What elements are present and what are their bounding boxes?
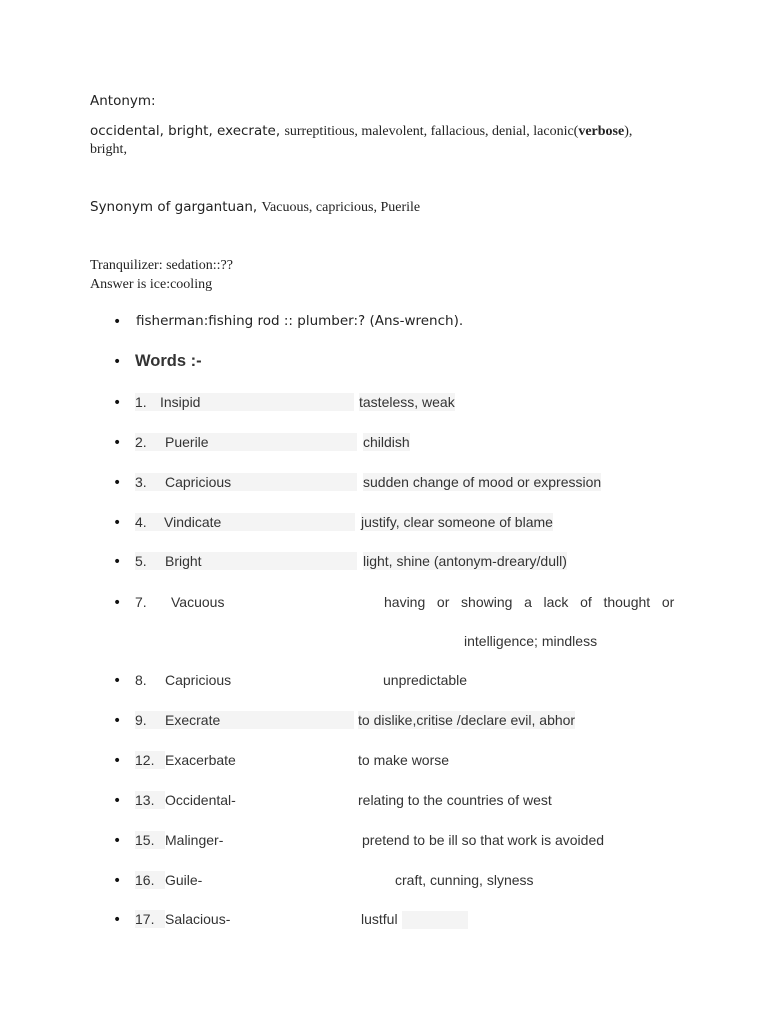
- word-meaning: relating to the countries of west: [358, 792, 552, 808]
- word-term: [135, 751, 236, 769]
- word-name: Capricious: [165, 672, 232, 688]
- word-meaning-continued: intelligence; mindless: [464, 633, 598, 649]
- word-number: 16.: [135, 871, 165, 889]
- word-term: [135, 393, 354, 411]
- word-name: Puerile: [165, 434, 209, 450]
- word-number: 8.: [135, 672, 147, 688]
- word-name: Vacuous: [171, 594, 225, 610]
- word-term: [135, 593, 224, 611]
- highlight-block: [402, 911, 468, 929]
- word-meaning: to dislike,critise /declare evil, abhor: [358, 712, 576, 728]
- antonym-list-line1: [90, 123, 632, 140]
- antonym-list-sans: occidental, bright, execrate,: [90, 123, 285, 139]
- antonym-list-end: ),: [624, 124, 633, 139]
- word-name: Insipid: [160, 394, 201, 410]
- word-meaning: justify, clear someone of blame: [361, 514, 553, 530]
- bullet-icon: [113, 475, 121, 491]
- word-meaning: tasteless, weak: [359, 394, 455, 410]
- word-meaning: sudden change of mood or expression: [363, 474, 602, 490]
- word-name: Salacious-: [165, 911, 231, 927]
- bullet-icon: [113, 554, 121, 570]
- word-name: Bright: [165, 553, 202, 569]
- word-meaning: childish: [363, 434, 410, 450]
- bullet-icon: [113, 912, 121, 928]
- word-number: 9.: [135, 712, 147, 728]
- word-name: Guile-: [165, 872, 203, 888]
- word-term: [135, 671, 231, 689]
- synonym-words: Vacuous, capricious, Puerile: [261, 200, 421, 215]
- word-number: 3.: [135, 474, 147, 490]
- word-number: 1.: [135, 394, 147, 410]
- words-heading: Words :-: [135, 352, 202, 370]
- bullet-icon: [113, 435, 121, 451]
- bullet-icon: [113, 515, 121, 531]
- antonym-list-line2: bright,: [90, 142, 127, 157]
- bullet-icon: [113, 713, 121, 729]
- word-meaning: having or showing a lack of thought or: [384, 594, 675, 610]
- word-name: Execrate: [165, 712, 221, 728]
- bullet-icon: [113, 354, 121, 370]
- word-number: 2.: [135, 434, 147, 450]
- word-name: Occidental-: [165, 792, 236, 808]
- bullet-icon: [113, 753, 121, 769]
- word-term: [135, 871, 202, 889]
- synonym-line: [90, 199, 420, 216]
- word-meaning: craft, cunning, slyness: [395, 872, 534, 888]
- word-number: 12.: [135, 751, 165, 769]
- word-meaning: light, shine (antonym-dreary/dull): [363, 553, 567, 569]
- antonym-verbose: verbose: [578, 124, 625, 139]
- word-term: [135, 910, 230, 928]
- word-number: 7.: [135, 594, 147, 610]
- word-number: 4.: [135, 514, 147, 530]
- word-term: [135, 552, 357, 570]
- bullet-icon: [113, 395, 121, 411]
- bullet-icon: [113, 793, 121, 809]
- word-name: Malinger-: [165, 832, 224, 848]
- word-name: Capricious: [165, 474, 232, 490]
- antonym-list-serif: surreptitious, malevolent, fallacious, denial, laconic(: [284, 124, 579, 139]
- word-name: Exacerbate: [165, 752, 236, 768]
- word-term: [135, 791, 236, 809]
- word-term: [135, 513, 355, 531]
- bullet-icon: [113, 595, 121, 611]
- word-number: 15.: [135, 831, 165, 849]
- word-term: [135, 711, 354, 729]
- word-name: Vindicate: [164, 514, 222, 530]
- word-term: [135, 473, 357, 491]
- bullet-icon: [113, 833, 121, 849]
- analogy-answer: Answer is ice:cooling: [90, 277, 213, 292]
- bullet-icon: [113, 673, 121, 689]
- word-meaning: lustful: [361, 911, 398, 927]
- word-term: [135, 831, 223, 849]
- bullet-icon: [113, 314, 121, 330]
- word-number: 13.: [135, 791, 165, 809]
- synonym-prefix: Synonym of gargantuan,: [90, 199, 262, 215]
- word-meaning: pretend to be ill so that work is avoided: [362, 832, 605, 848]
- word-number: 5.: [135, 553, 147, 569]
- word-meaning: to make worse: [358, 752, 450, 768]
- fisherman-analogy: fisherman:fishing rod :: plumber:? (Ans-wrench).: [136, 313, 464, 329]
- word-meaning: unpredictable: [383, 672, 468, 688]
- analogy-question: Tranquilizer: sedation::??: [90, 258, 233, 273]
- word-term: [135, 433, 357, 451]
- bullet-icon: [113, 873, 121, 889]
- word-number: 17.: [135, 910, 165, 928]
- antonym-heading: Antonym:: [90, 93, 156, 109]
